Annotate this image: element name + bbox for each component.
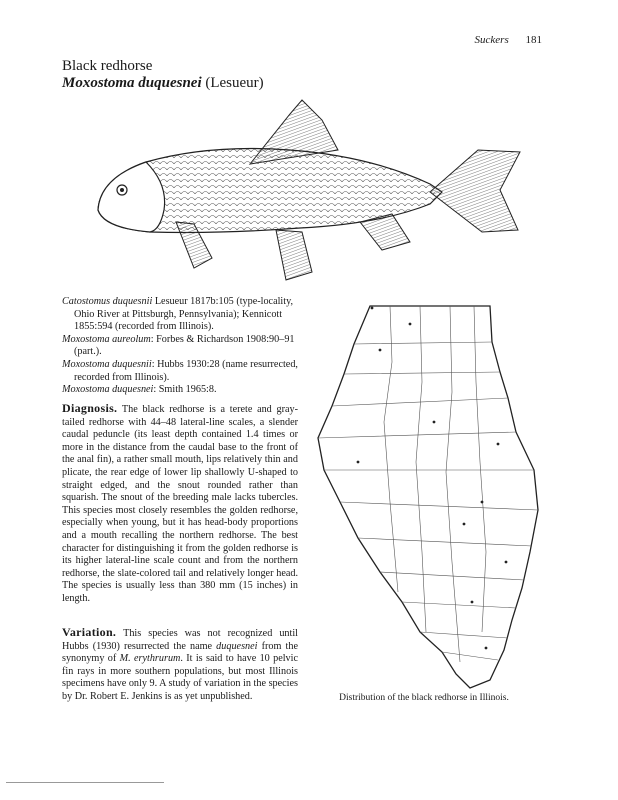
species-title [62, 58, 264, 92]
running-head-section: Suckers [474, 34, 509, 46]
head [98, 162, 165, 232]
diagnosis-text: The black redhorse is a terete and gray-tailed redhorse with 44–48 lateral-line scales, a slender caudal peduncle (its least depth contained 1.4 times or more in the distance from the caudal base to the front of the anal fin), a rather small mouth, lips relatively thin and plicate, the rear edge of lower lip shallowly U-shaped to straight edged, and the snout rounded rather than squarish. The snout of the breeding male lacks tubercles. This species most closely resembles the golden redhorse, especially when young, but it has head-body proportions and a mouth recalling the northern redhorse. The best character for distinguishing it from the golden redhorse is its higher lateral-line scale count and from the northern redhorse, the slate-colored tail and relatively longer head. The species is usually less than 380 mm (15 inches) in length. [62, 404, 298, 604]
diagnosis-paragraph [62, 402, 298, 606]
footer-rule [6, 782, 164, 783]
synonym-entry: Moxostoma duquesnii: Hubbs 1930:28 (name resurrected, recorded from Illinois). [62, 358, 298, 383]
caudal-fin [430, 150, 520, 232]
pelvic-fin [276, 230, 312, 280]
fish-illustration [90, 92, 530, 288]
authority: (Lesueur) [205, 75, 264, 91]
variation-heading: Variation. [62, 625, 117, 639]
common-name: Black redhorse [62, 58, 153, 74]
synonym-entry: Catostomus duquesnii Lesueur 1817b:105 (type-locality, Ohio River at Pittsburgh, Pennsylvania); Kennicott 1855:594 (recorded from Illinois). [62, 296, 294, 333]
illinois-outline [318, 306, 538, 688]
scientific-name: Moxostoma duquesnei [62, 75, 202, 91]
running-head [475, 34, 542, 46]
synonymy [62, 296, 302, 397]
diagnosis-heading: Diagnosis. [62, 401, 118, 415]
distribution-map [310, 302, 550, 690]
map-caption: Distribution of the black redhorse in Illinois. [339, 693, 509, 703]
synonym-entry: Moxostoma aureolum: Forbes & Richardson 1908:90–91 (part.). [62, 333, 295, 358]
synonym-entry: Moxostoma duquesnei: Smith 1965:8. [62, 384, 217, 396]
variation-paragraph: Variation. This species was not recognized until Hubbs (1930) resurrected the name duquesnei from the synonymy of M. erythrurum. It is said to have 10 pelvic fin rays in more southern populations, but most Illinois specimens have only 9. A study of variation in the species by Dr. Robert E. Jenkins is as yet unpublished. [62, 625, 298, 702]
page-number: 181 [525, 34, 542, 46]
